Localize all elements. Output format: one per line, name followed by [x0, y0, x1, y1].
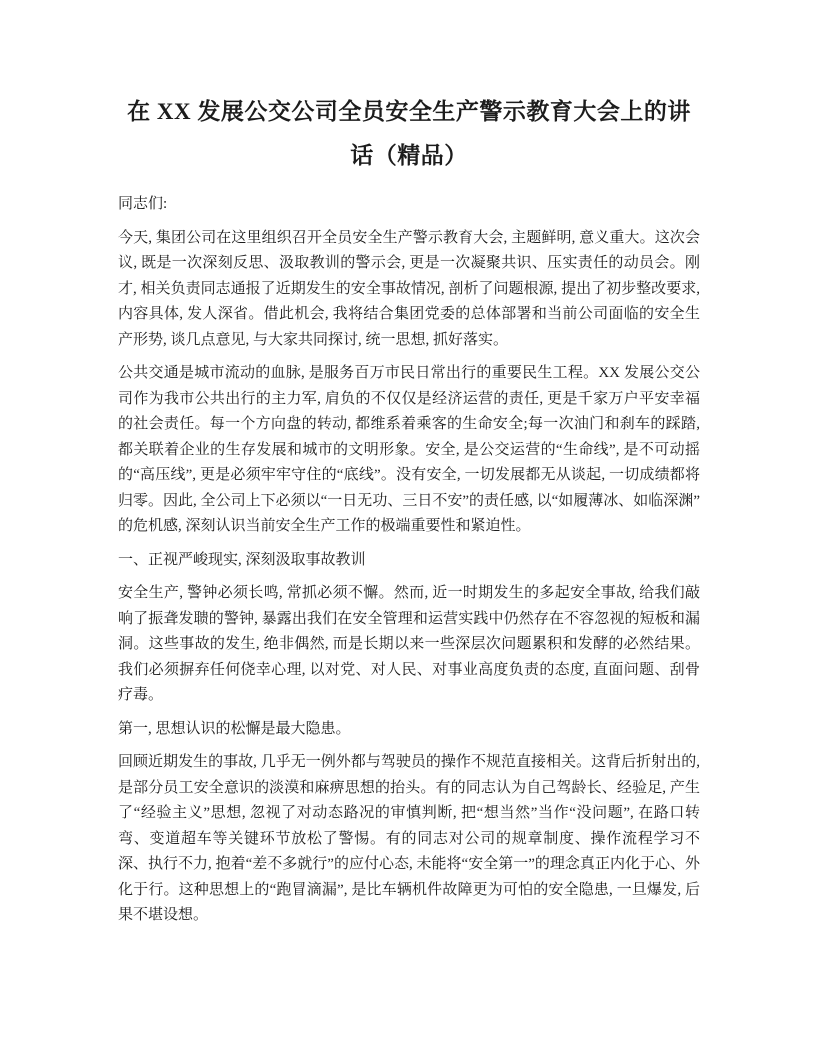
paragraph-section-1: 安全生产, 警钟必须长鸣, 常抓必须不懈。然而, 近一时期发生的多起安全事故, 给我们敲响了振聋发聩的警钟, 暴露出我们在安全管理和运营实践中仍然存在不容忽视的短板和漏洞。这些事故的发生, 绝非偶然, 而是长期以来一些深层次问题累积和发酵的必然结果。我们必须摒弃任何侥幸心理, 以对党、对人民、对事业高度负责的态度, 直面问题、刮骨疗毒。	[118, 585, 700, 703]
paragraph-first-point: 回顾近期发生的事故, 几乎无一例外都与驾驶员的操作不规范直接相关。这背后折射出的, 是部分员工安全意识的淡漠和麻痹思想的抬头。有的同志认为自己驾龄长、经验足, 产生了“经验主义”思想, 忽视了对动态路况的审慎判断, 把“想当然”当作“没问题”, 在路口转弯、变道超车等关键环节放松了警惕。有的同志对公司的规章制度、操作流程学习不深、执行不力, 抱着“差不多就行”的应付心态, 未能将“安全第一”的理念真正内化于心、外化于行。这种思想上的“跑冒滴漏”, 是比车辆机件故障更为可怕的安全隐患, 一旦爆发, 后果不堪设想。	[118, 754, 700, 923]
paragraph-context: 公共交通是城市流动的血脉, 是服务百万市民日常出行的重要民生工程。XX 发展公交公司作为我市公共出行的主力军, 肩负的不仅仅是经济运营的责任, 更是千家万户平安幸福的社会责任。每一个方向盘的转动, 都维系着乘客的生命安全;每一次油门和刹车的踩踏, 都关联着企业的生存发展和城市的文明形象。安全, 是公交运营的“生命线”, 是不可动摇的“高压线”, 更是必须牢牢守住的“底线”。没有安全, 一切发展都无从谈起, 一切成绩都将归零。因此, 全公司上下必须以“一日无功、三日不安”的责任感, 以“如履薄冰、如临深渊”的危机感, 深刻认识当前安全生产工作的极端重要性和紧迫性。	[118, 365, 700, 534]
salutation: 同志们:	[118, 196, 168, 212]
section-heading-1: 一、正视严峻现实, 深刻汲取事故教训	[118, 551, 366, 568]
document-title: 在 XX 发展公交公司全员安全生产警示教育大会上的讲话（精品）	[127, 99, 691, 168]
document-body	[118, 192, 700, 929]
subheading-first-point: 第一, 思想认识的松懈是最大隐患。	[118, 720, 351, 737]
paragraph-opening: 今天, 集团公司在这里组织召开全员安全生产警示教育大会, 主题鲜明, 意义重大。这次会议, 既是一次深刻反思、汲取教训的警示会, 更是一次凝聚共识、压实责任的动员会。刚才, 相关负责同志通报了近期发生的安全事故情况, 剖析了问题根源, 提出了初步整改要求, 内容具体, 发人深省。借此机会, 我将结合集团党委的总体部署和当前公司面临的安全生产形势, 谈几点意见, 与大家共同探讨, 统一思想, 抓好落实。	[118, 229, 700, 348]
